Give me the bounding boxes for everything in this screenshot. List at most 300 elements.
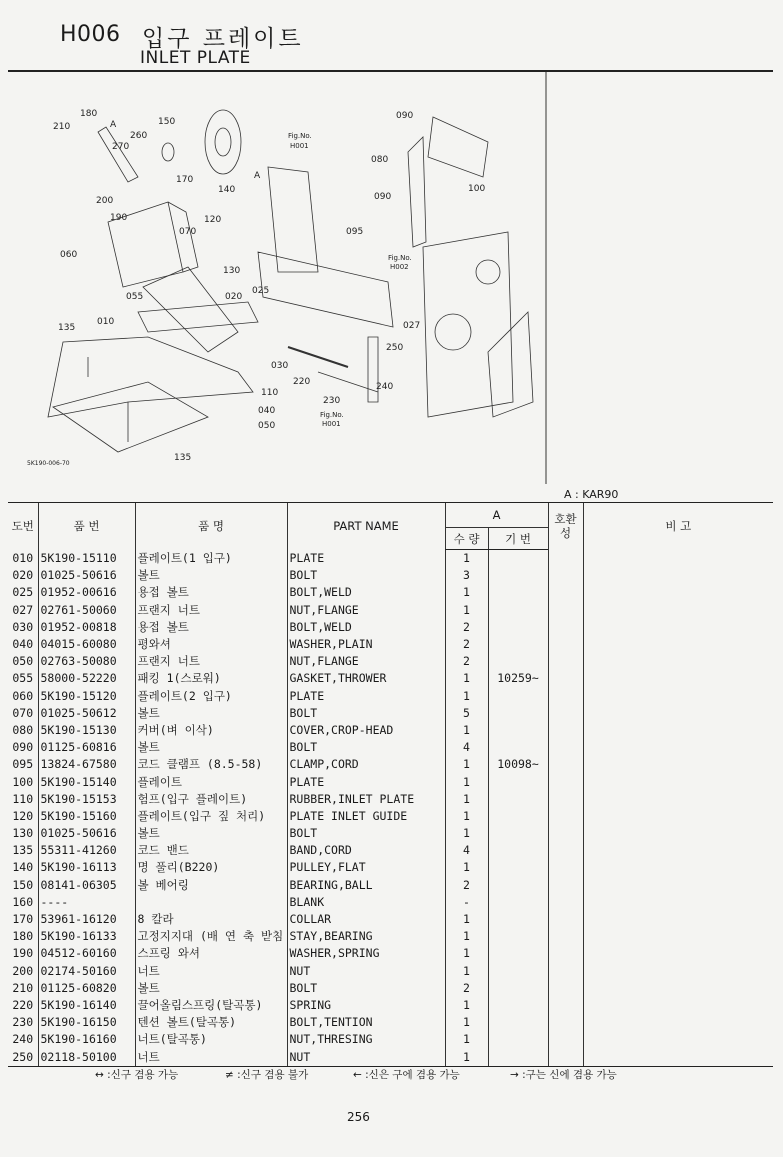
svg-text:090: 090 xyxy=(374,192,392,202)
remarks-cell xyxy=(583,636,773,653)
svg-text:120: 120 xyxy=(204,215,222,225)
part-name-korean: 코드 밴드 xyxy=(135,842,287,859)
part-number: 01952-00616 xyxy=(38,584,135,601)
table-row xyxy=(8,980,773,997)
remarks-cell xyxy=(583,825,773,842)
interchange-cell xyxy=(548,619,583,636)
part-name-korean: 볼트 xyxy=(135,980,287,997)
part-number: 01125-60816 xyxy=(38,739,135,756)
part-number: 01025-50616 xyxy=(38,567,135,584)
part-name-korean xyxy=(135,894,287,911)
part-number: 5K190-15120 xyxy=(38,688,135,705)
part-number: 01125-60820 xyxy=(38,980,135,997)
table-row xyxy=(8,825,773,842)
part-no-index: 040 xyxy=(12,637,34,652)
svg-text:095: 095 xyxy=(346,227,364,237)
part-name-korean: 프랜지 너트 xyxy=(135,602,287,619)
part-name-english: STAY,BEARING xyxy=(287,928,445,945)
remarks-cell xyxy=(583,997,773,1014)
table-row xyxy=(8,928,773,945)
quantity: 1 xyxy=(445,945,488,962)
part-no-index: 095 xyxy=(12,757,34,772)
part-name-korean: 코드 클램프 (8.5-58) xyxy=(135,756,287,773)
part-name-english: PLATE xyxy=(287,688,445,705)
parts-table-body xyxy=(8,550,773,1067)
quantity: 4 xyxy=(445,842,488,859)
remarks-cell xyxy=(583,945,773,962)
quantity: 1 xyxy=(445,773,488,790)
remarks-cell xyxy=(583,773,773,790)
quantity: 1 xyxy=(445,602,488,619)
legend-item: ← :신은 구에 겸용 가능 xyxy=(353,1069,460,1081)
serial-number xyxy=(488,722,548,739)
serial-number xyxy=(488,567,548,584)
part-no-index: 010 xyxy=(12,550,34,565)
interchange-cell xyxy=(548,945,583,962)
part-number: 02174-50160 xyxy=(38,963,135,980)
col-header-qty: 수 량 xyxy=(445,528,488,550)
col-header-part-no: 품 번 xyxy=(38,503,135,550)
svg-text:Fig.No.: Fig.No. xyxy=(320,411,344,419)
table-row xyxy=(8,997,773,1014)
table-row xyxy=(8,584,773,601)
part-name-korean: 너트(탈곡통) xyxy=(135,1031,287,1048)
part-no-index: 027 xyxy=(12,602,34,617)
interchange-cell xyxy=(548,928,583,945)
page-title-korean: 입구 프레이트 xyxy=(142,26,304,52)
table-row xyxy=(8,567,773,584)
part-number: 5K190-16150 xyxy=(38,1014,135,1031)
quantity: 1 xyxy=(445,859,488,876)
part-no-index: 250 xyxy=(8,1048,38,1066)
svg-text:Fig.No.: Fig.No. xyxy=(388,254,412,262)
part-name-english: BOLT,WELD xyxy=(287,619,445,636)
part-number: 5K190-15153 xyxy=(38,791,135,808)
quantity: 1 xyxy=(445,791,488,808)
svg-text:H001: H001 xyxy=(290,142,309,150)
remarks-cell xyxy=(583,670,773,687)
svg-text:080: 080 xyxy=(371,155,389,165)
table-row xyxy=(8,688,773,705)
serial-number xyxy=(488,619,548,636)
quantity: 2 xyxy=(445,653,488,670)
table-row xyxy=(8,842,773,859)
interchange-cell xyxy=(548,1014,583,1031)
part-name-english: BEARING,BALL xyxy=(287,877,445,894)
table-row xyxy=(8,773,773,790)
part-name-korean: 볼트 xyxy=(135,705,287,722)
remarks-cell xyxy=(583,1031,773,1048)
part-no-index: 110 xyxy=(12,791,34,806)
page-number: 256 xyxy=(347,1110,370,1124)
part-number: 02761-50060 xyxy=(38,602,135,619)
part-no-index: 090 xyxy=(12,740,34,755)
remarks-cell xyxy=(583,1014,773,1031)
svg-text:250: 250 xyxy=(386,343,404,353)
remarks-cell xyxy=(583,550,773,568)
part-no-index: 020 xyxy=(12,568,34,583)
remarks-cell xyxy=(583,567,773,584)
part-no-index: 080 xyxy=(12,722,34,737)
svg-text:135: 135 xyxy=(174,453,192,463)
part-name-korean: 스프링 와셔 xyxy=(135,945,287,962)
part-name-korean: 텐션 볼트(탈곡통) xyxy=(135,1014,287,1031)
part-number: 04512-60160 xyxy=(38,945,135,962)
svg-text:220: 220 xyxy=(293,377,311,387)
part-no-index: 055 xyxy=(12,671,34,686)
part-number: 5K190-16133 xyxy=(38,928,135,945)
serial-number xyxy=(488,945,548,962)
part-name-korean: 볼트 xyxy=(135,825,287,842)
part-number: 53961-16120 xyxy=(38,911,135,928)
part-name-english: NUT,FLANGE xyxy=(287,602,445,619)
table-row xyxy=(8,636,773,653)
table-row xyxy=(8,859,773,876)
part-name-korean: 플레이트(1 입구) xyxy=(135,550,287,568)
interchange-cell xyxy=(548,842,583,859)
serial-number xyxy=(488,808,548,825)
remarks-cell xyxy=(583,722,773,739)
section-code: H006 xyxy=(60,22,121,47)
part-name-english: BOLT xyxy=(287,980,445,997)
part-number: 5K190-15160 xyxy=(38,808,135,825)
interchange-cell xyxy=(548,567,583,584)
part-name-english: BOLT,TENTION xyxy=(287,1014,445,1031)
quantity: 1 xyxy=(445,1048,488,1066)
part-no-index: 130 xyxy=(12,826,34,841)
interchange-cell xyxy=(548,911,583,928)
serial-number: 10259~ xyxy=(488,670,548,687)
interchange-cell xyxy=(548,808,583,825)
part-name-korean: 험프(입구 플레이트) xyxy=(135,791,287,808)
svg-text:110: 110 xyxy=(261,388,279,398)
part-name-english: SPRING xyxy=(287,997,445,1014)
part-no-index: 170 xyxy=(12,912,34,927)
part-name-korean: 평와셔 xyxy=(135,636,287,653)
interchange-cell xyxy=(548,877,583,894)
part-number: 01952-00818 xyxy=(38,619,135,636)
part-name-english: PULLEY,FLAT xyxy=(287,859,445,876)
serial-number xyxy=(488,877,548,894)
svg-text:020: 020 xyxy=(225,292,243,302)
part-no-index: 030 xyxy=(12,619,34,634)
interchange-cell xyxy=(548,825,583,842)
quantity: 1 xyxy=(445,550,488,568)
svg-text:A: A xyxy=(254,171,261,181)
model-label: A : KAR90 xyxy=(564,488,619,501)
part-number: 02763-50080 xyxy=(38,653,135,670)
interchange-cell xyxy=(548,894,583,911)
part-name-english: BAND,CORD xyxy=(287,842,445,859)
quantity: 1 xyxy=(445,808,488,825)
part-number: 13824-67580 xyxy=(38,756,135,773)
part-number: 01025-50616 xyxy=(38,825,135,842)
part-number: 5K190-15110 xyxy=(38,550,135,568)
quantity: 1 xyxy=(445,963,488,980)
interchange-cell xyxy=(548,670,583,687)
table-row xyxy=(8,791,773,808)
part-no-index: 100 xyxy=(12,774,34,789)
serial-number xyxy=(488,739,548,756)
part-number: 5K190-16113 xyxy=(38,859,135,876)
svg-text:200: 200 xyxy=(96,196,114,206)
quantity: 1 xyxy=(445,1014,488,1031)
part-number: 01025-50612 xyxy=(38,705,135,722)
serial-number xyxy=(488,894,548,911)
part-number: 5K190-16140 xyxy=(38,997,135,1014)
part-name-korean: 플레이트 xyxy=(135,773,287,790)
quantity: 2 xyxy=(445,636,488,653)
quantity: 1 xyxy=(445,722,488,739)
part-name-korean: 8 칼라 xyxy=(135,911,287,928)
part-no-index: 200 xyxy=(12,963,34,978)
part-name-english: BOLT xyxy=(287,705,445,722)
svg-text:055: 055 xyxy=(126,292,144,302)
quantity: 1 xyxy=(445,1031,488,1048)
svg-text:010: 010 xyxy=(97,317,115,327)
part-number: 5K190-15140 xyxy=(38,773,135,790)
part-number: 5K190-15130 xyxy=(38,722,135,739)
part-name-english: RUBBER,INLET PLATE xyxy=(287,791,445,808)
quantity: 1 xyxy=(445,756,488,773)
part-no-index: 025 xyxy=(12,585,34,600)
remarks-cell xyxy=(583,842,773,859)
table-row xyxy=(8,602,773,619)
part-name-english: COLLAR xyxy=(287,911,445,928)
remarks-cell xyxy=(583,808,773,825)
quantity: 1 xyxy=(445,584,488,601)
page-title-english: INLET PLATE xyxy=(140,48,251,68)
interchange-cell xyxy=(548,791,583,808)
table-row xyxy=(8,877,773,894)
col-header-name-kr: 품 명 xyxy=(135,503,287,550)
svg-text:140: 140 xyxy=(218,185,236,195)
table-row xyxy=(8,550,773,568)
interchange-cell xyxy=(548,722,583,739)
quantity: 1 xyxy=(445,997,488,1014)
table-row xyxy=(8,945,773,962)
part-number: ---- xyxy=(38,894,135,911)
part-name-english: NUT,THRESING xyxy=(287,1031,445,1048)
svg-text:190: 190 xyxy=(110,213,128,223)
serial-number xyxy=(488,842,548,859)
remarks-cell xyxy=(583,653,773,670)
remarks-cell xyxy=(583,928,773,945)
part-no-index: 240 xyxy=(12,1032,34,1047)
serial-number xyxy=(488,688,548,705)
quantity: 2 xyxy=(445,619,488,636)
part-no-index: 230 xyxy=(12,1015,34,1030)
col-header-serial: 기 번 xyxy=(488,528,548,550)
table-row xyxy=(8,1031,773,1048)
interchange-cell xyxy=(548,859,583,876)
part-name-korean: 볼 베어링 xyxy=(135,877,287,894)
legend-item: ≠ :신구 겸용 불가 xyxy=(225,1069,309,1081)
part-name-korean: 볼트 xyxy=(135,567,287,584)
serial-number xyxy=(488,825,548,842)
part-no-index: 220 xyxy=(12,997,34,1012)
part-name-korean: 플레이트(입구 짚 처리) xyxy=(135,808,287,825)
svg-text:130: 130 xyxy=(223,266,241,276)
part-name-korean: 플레이트(2 입구) xyxy=(135,688,287,705)
serial-number xyxy=(488,550,548,568)
svg-text:240: 240 xyxy=(376,382,394,392)
table-row xyxy=(8,619,773,636)
table-row xyxy=(8,894,773,911)
table-row xyxy=(8,670,773,687)
part-name-korean: 명 풀리(B220) xyxy=(135,859,287,876)
interchange-cell xyxy=(548,980,583,997)
serial-number xyxy=(488,859,548,876)
part-name-korean: 볼트 xyxy=(135,739,287,756)
parts-table xyxy=(8,502,773,1067)
part-name-english: PLATE INLET GUIDE xyxy=(287,808,445,825)
quantity: - xyxy=(445,894,488,911)
exploded-parts-diagram xyxy=(8,72,773,487)
table-row xyxy=(8,1014,773,1031)
serial-number xyxy=(488,1031,548,1048)
part-name-korean: 커버(벼 이삭) xyxy=(135,722,287,739)
legend-item: ↔ :신구 겸용 가능 xyxy=(95,1069,179,1081)
part-name-english: NUT xyxy=(287,1048,445,1066)
svg-text:100: 100 xyxy=(468,184,486,194)
part-name-english: BOLT xyxy=(287,825,445,842)
quantity: 5 xyxy=(445,705,488,722)
part-no-index: 120 xyxy=(12,808,34,823)
part-name-english: BLANK xyxy=(287,894,445,911)
quantity: 1 xyxy=(445,928,488,945)
serial-number xyxy=(488,653,548,670)
serial-number xyxy=(488,963,548,980)
part-number: 08141-06305 xyxy=(38,877,135,894)
quantity: 4 xyxy=(445,739,488,756)
serial-number xyxy=(488,773,548,790)
serial-number xyxy=(488,602,548,619)
quantity: 2 xyxy=(445,980,488,997)
quantity: 2 xyxy=(445,877,488,894)
col-header-part-name: PART NAME xyxy=(287,503,445,550)
part-name-korean: 용접 볼트 xyxy=(135,584,287,601)
serial-number: 10098~ xyxy=(488,756,548,773)
serial-number xyxy=(488,636,548,653)
part-number: 02118-50100 xyxy=(38,1048,135,1066)
interchange-cell xyxy=(548,963,583,980)
col-header-group-a: A xyxy=(445,503,548,528)
interchange-cell xyxy=(548,1031,583,1048)
remarks-cell xyxy=(583,877,773,894)
quantity: 1 xyxy=(445,825,488,842)
serial-number xyxy=(488,997,548,1014)
quantity: 3 xyxy=(445,567,488,584)
part-name-english: NUT,FLANGE xyxy=(287,653,445,670)
svg-text:230: 230 xyxy=(323,396,341,406)
part-no-index: 050 xyxy=(12,654,34,669)
serial-number xyxy=(488,791,548,808)
remarks-cell xyxy=(583,911,773,928)
svg-text:040: 040 xyxy=(258,406,276,416)
quantity: 1 xyxy=(445,688,488,705)
quantity: 1 xyxy=(445,670,488,687)
remarks-cell xyxy=(583,619,773,636)
table-row xyxy=(8,653,773,670)
col-header-interchange: 호환성 xyxy=(548,503,583,550)
svg-text:150: 150 xyxy=(158,117,176,127)
part-name-korean: 용접 볼트 xyxy=(135,619,287,636)
part-name-korean: 끌어올림스프링(탈곡통) xyxy=(135,997,287,1014)
table-row xyxy=(8,911,773,928)
part-number: 04015-60080 xyxy=(38,636,135,653)
diagram-code: 5K190-006-70 xyxy=(27,460,70,467)
remarks-cell xyxy=(583,859,773,876)
part-number: 55311-41260 xyxy=(38,842,135,859)
svg-text:135: 135 xyxy=(58,323,76,333)
part-name-korean: 너트 xyxy=(135,1048,287,1066)
serial-number xyxy=(488,584,548,601)
col-header-no: 도번 xyxy=(8,503,38,550)
part-name-english: WASHER,SPRING xyxy=(287,945,445,962)
remarks-cell xyxy=(583,739,773,756)
interchange-cell xyxy=(548,602,583,619)
remarks-cell xyxy=(583,1048,773,1066)
svg-text:260: 260 xyxy=(130,131,148,141)
remarks-cell xyxy=(583,894,773,911)
remarks-cell xyxy=(583,602,773,619)
part-name-korean: 고정지지대 (배 연 축 받침 xyxy=(135,928,287,945)
interchange-cell xyxy=(548,997,583,1014)
serial-number xyxy=(488,911,548,928)
part-name-english: BOLT xyxy=(287,567,445,584)
part-name-korean: 프랜지 너트 xyxy=(135,653,287,670)
part-name-english: COVER,CROP-HEAD xyxy=(287,722,445,739)
remarks-cell xyxy=(583,980,773,997)
remarks-cell xyxy=(583,705,773,722)
part-no-index: 160 xyxy=(12,894,34,909)
part-no-index: 150 xyxy=(12,877,34,892)
svg-text:025: 025 xyxy=(252,286,270,296)
col-header-remarks: 비 고 xyxy=(583,503,773,550)
serial-number xyxy=(488,1014,548,1031)
part-name-english: GASKET,THROWER xyxy=(287,670,445,687)
part-number: 5K190-16160 xyxy=(38,1031,135,1048)
svg-text:210: 210 xyxy=(53,122,71,132)
table-row xyxy=(8,739,773,756)
remarks-cell xyxy=(583,584,773,601)
part-no-index: 070 xyxy=(12,705,34,720)
remarks-cell xyxy=(583,791,773,808)
quantity: 1 xyxy=(445,911,488,928)
svg-text:060: 060 xyxy=(60,250,78,260)
serial-number xyxy=(488,1048,548,1066)
part-no-index: 190 xyxy=(12,946,34,961)
remarks-cell xyxy=(583,688,773,705)
svg-text:180: 180 xyxy=(80,109,98,119)
part-no-index: 135 xyxy=(12,843,34,858)
part-name-korean: 너트 xyxy=(135,963,287,980)
svg-text:170: 170 xyxy=(176,175,194,185)
interchange-cell xyxy=(548,584,583,601)
table-row xyxy=(8,705,773,722)
svg-text:070: 070 xyxy=(179,227,197,237)
part-number: 58000-52220 xyxy=(38,670,135,687)
svg-text:270: 270 xyxy=(112,142,130,152)
part-no-index: 180 xyxy=(12,929,34,944)
svg-text:H002: H002 xyxy=(390,263,409,271)
part-name-english: NUT xyxy=(287,963,445,980)
part-name-korean: 패킹 1(스로워) xyxy=(135,670,287,687)
svg-text:A: A xyxy=(110,120,117,130)
part-no-index: 060 xyxy=(12,688,34,703)
interchange-cell xyxy=(548,756,583,773)
